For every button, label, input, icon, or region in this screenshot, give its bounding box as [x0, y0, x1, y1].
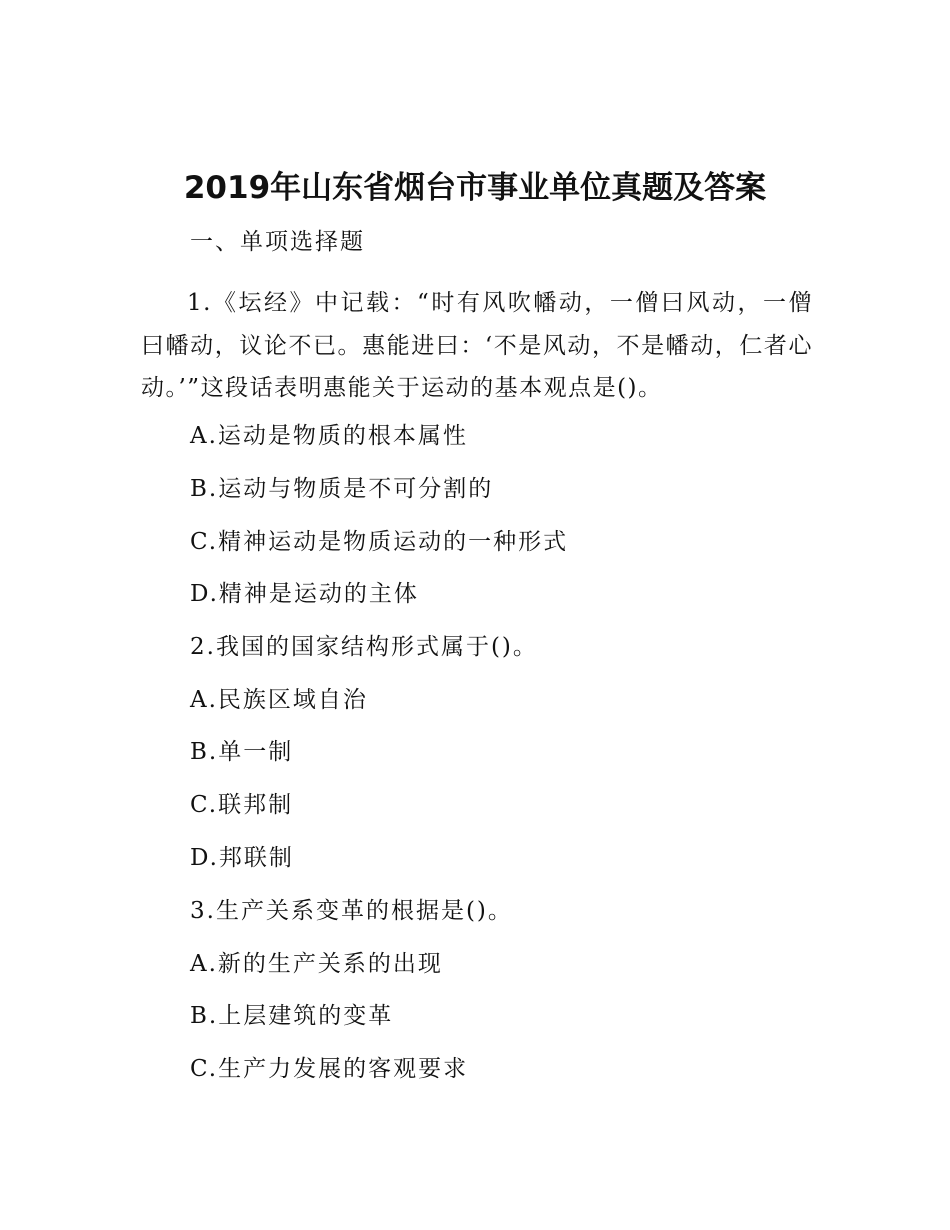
- question-2-option-d: D.邦联制: [190, 845, 294, 871]
- section-heading: 一、单项选择题: [190, 229, 365, 255]
- question-1-option-d: D.精神是运动的主体: [190, 581, 419, 607]
- question-2-option-b: B.单一制: [190, 739, 294, 765]
- question-1-option-c: C.精神运动是物质运动的一种形式: [190, 529, 569, 555]
- question-1-stem: 1.《坛经》中记载：“时有风吹幡动，一僧曰风动，一僧曰幡动，议论不已。惠能进曰：‘不是风动，不是幡动，仁者心动。’”这段话表明惠能关于运动的基本观点是()。: [141, 290, 813, 401]
- question-2-stem: 2.我国的国家结构形式属于()。: [190, 634, 538, 660]
- question-3-option-c: C.生产力发展的客观要求: [190, 1056, 469, 1082]
- question-3-option-a: A.新的生产关系的出现: [190, 951, 443, 977]
- question-2-option-a: A.民族区域自治: [190, 687, 368, 713]
- question-3-option-b: B.上层建筑的变革: [190, 1003, 394, 1029]
- question-3-stem: 3.生产关系变革的根据是()。: [190, 898, 513, 924]
- question-1-option-b: B.运动与物质是不可分割的: [190, 476, 494, 502]
- question-2-option-c: C.联邦制: [190, 792, 294, 818]
- question-1-option-a: A.运动是物质的根本属性: [190, 423, 468, 449]
- document-title: 2019年山东省烟台市事业单位真题及答案: [183, 170, 767, 206]
